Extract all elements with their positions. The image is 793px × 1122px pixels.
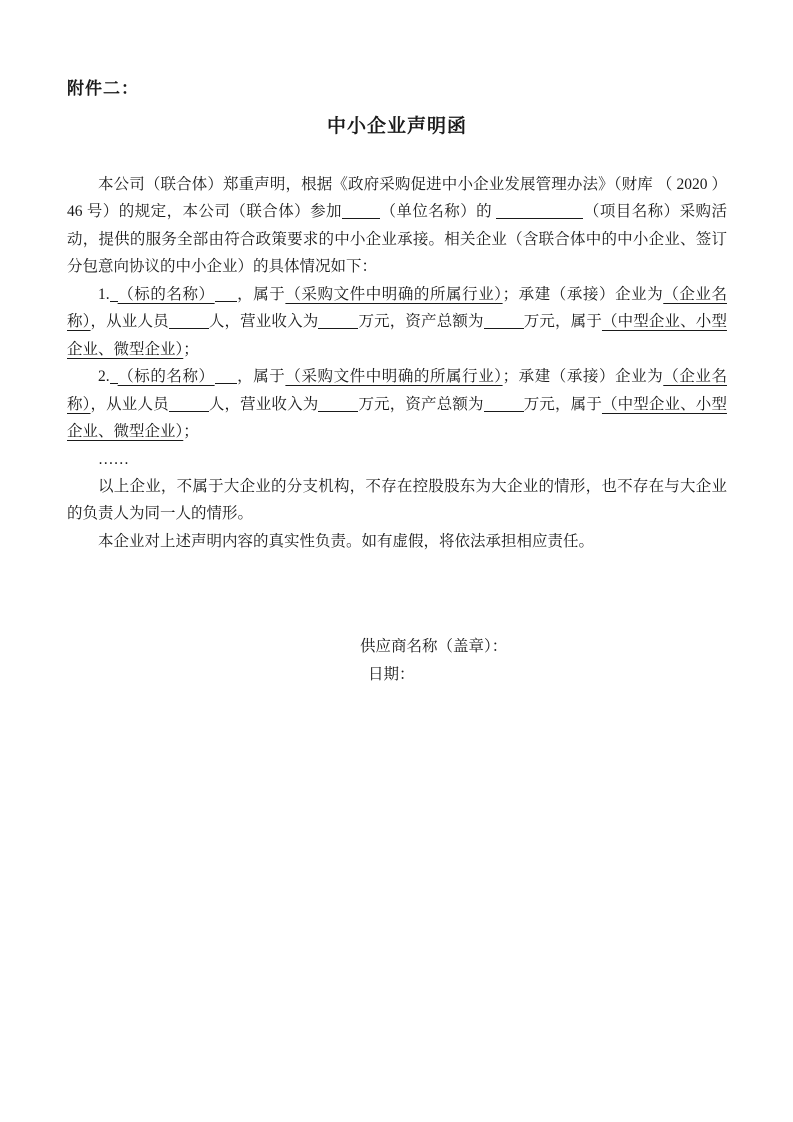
text-segment: 人，营业收入为 xyxy=(208,395,319,413)
item1-subject-trail-blank xyxy=(215,286,237,302)
text-segment: （企业名称） xyxy=(67,368,727,413)
text-segment: （采购文件中明确的所属行业） xyxy=(285,368,503,386)
text-segment: ，从业人员 xyxy=(90,313,169,331)
signature-block xyxy=(67,633,727,689)
text-segment: 万元，资产总额为 xyxy=(358,395,484,413)
paragraph-responsibility xyxy=(67,528,727,555)
item2-assets-blank xyxy=(484,396,524,412)
date-label: 日期： xyxy=(368,666,415,684)
text-segment: 1. xyxy=(98,285,110,303)
item2-subject-trail-blank xyxy=(215,368,237,384)
text-segment: 本公司（联合体）郑重声明，根据《政府采购促进中小企业发展管理办法》（财库 （ 2020 ）46 号）的规定，本公司（联合体）参加 xyxy=(67,176,727,221)
item1-revenue-blank xyxy=(318,313,358,329)
text-segment: ；承建（承接）企业为 xyxy=(502,285,664,303)
text-segment: 万元，资产总额为 xyxy=(358,313,484,331)
project-name-blank xyxy=(496,203,583,219)
text-segment: ；承建（承接）企业为 xyxy=(502,368,664,386)
paragraph-intro xyxy=(67,171,727,281)
unit-name-blank xyxy=(342,203,380,219)
text-segment: （标的名称） xyxy=(117,368,215,386)
supplier-signature-label: 供应商名称（盖章）： xyxy=(360,638,508,656)
paragraph-item-1 xyxy=(67,281,727,363)
text-segment: 本企业对上述声明内容的真实性负责。如有虚假，将依法承担相应责任。 xyxy=(98,532,595,550)
paragraph-no-affiliation xyxy=(67,473,727,528)
item2-revenue-blank xyxy=(318,396,358,412)
text-segment: …… xyxy=(98,450,129,468)
item2-staff-count-blank xyxy=(169,396,209,412)
text-segment: ； xyxy=(183,340,199,358)
document-title: 中小企业声明函 xyxy=(326,116,467,137)
text-segment: （中型企业、小型企业、微型企业） xyxy=(67,313,727,358)
text-segment: （企业名称） xyxy=(67,285,727,331)
item1-subject-lead-blank xyxy=(110,286,118,302)
text-segment: 以上企业，不属于大企业的分支机构，不存在控股股东为大企业的情形，也不存在与大企业的负责人为同一人的情形。 xyxy=(67,477,727,523)
text-segment: ，属于 xyxy=(236,368,286,386)
item2-subject-lead-blank xyxy=(110,368,118,384)
attachment-label: 附件二： xyxy=(67,79,139,98)
declaration-body xyxy=(67,171,727,555)
text-segment: （采购文件中明确的所属行业） xyxy=(285,285,503,303)
text-segment: ，从业人员 xyxy=(90,395,169,413)
text-segment: ； xyxy=(183,423,199,441)
text-segment: （标的名称） xyxy=(117,285,215,303)
paragraph-ellipsis xyxy=(67,446,727,473)
text-segment: （中型企业、小型企业、微型企业） xyxy=(67,395,727,441)
text-segment: 万元，属于 xyxy=(523,313,602,331)
paragraph-item-2 xyxy=(67,363,727,445)
text-segment: 万元，属于 xyxy=(523,395,602,413)
text-segment: 2. xyxy=(98,368,110,386)
text-segment: 人，营业收入为 xyxy=(208,313,319,331)
text-segment: （单位名称）的 xyxy=(380,203,497,221)
item1-assets-blank xyxy=(484,313,524,329)
item1-staff-count-blank xyxy=(169,313,209,329)
text-segment: （项目名称）采购活动，提供的服务全部由符合政策要求的中小企业承接。相关企业（含联合体中的中小企业、签订分包意向协议的中小企业）的具体情况如下： xyxy=(67,203,727,276)
text-segment: ，属于 xyxy=(236,285,286,303)
